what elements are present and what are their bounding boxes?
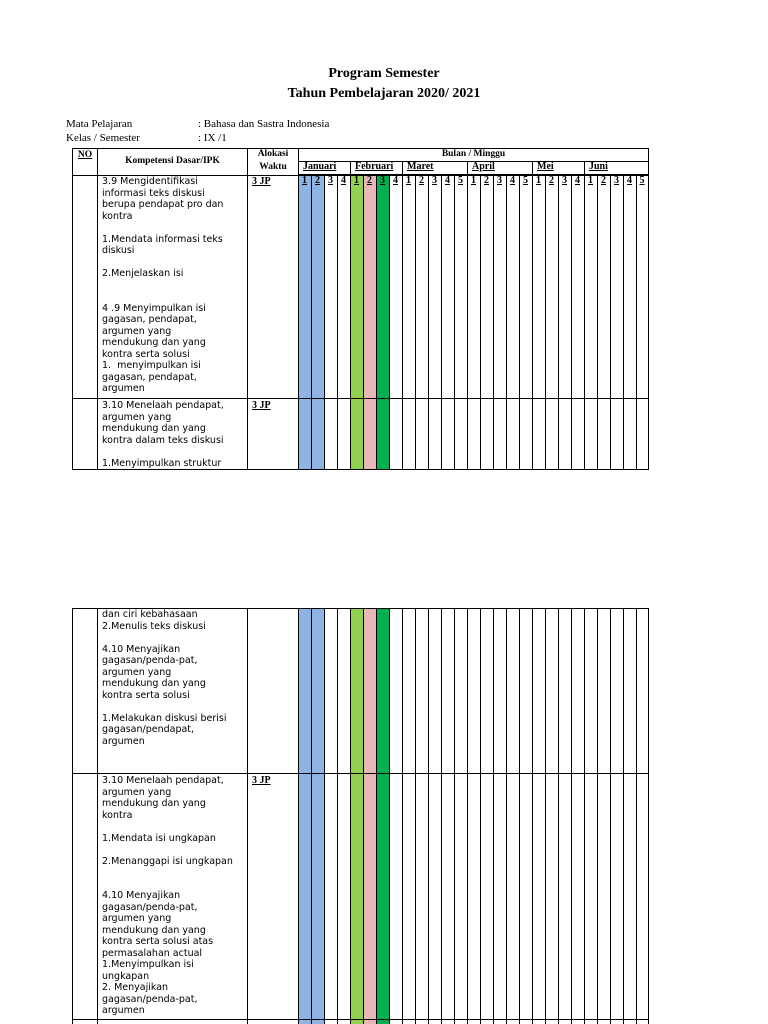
- t1-week-line-23: [610, 175, 611, 470]
- week-number: 2: [367, 175, 372, 186]
- t2-week-line-2: [337, 608, 338, 1024]
- t2-hline-2: [72, 1019, 649, 1020]
- subject-label: Mata Pelajaran: [66, 118, 133, 130]
- t1-week-line-3: [350, 175, 351, 470]
- t1-vline-4: [648, 148, 649, 470]
- t2-week-line-10: [441, 608, 442, 1024]
- row1-kompetensi-text: 3.9 Mengidentifikasi informasi teks diskusi berupa pendapat pro dan kontra 1.Mendata informasi teks diskusi 2.Menjelaskan isi 4 .9 Menyimpulkan isi gagasan, pendapat, argumen yang mendukung dan yang kontra serta solusi 1. menyimpulkan isi gagasan, pendapat, argumen: [102, 176, 224, 394]
- row2-kompetensi-text: 3.10 Menelaah pendapat, argumen yang mendukung dan yang kontra dalam teks diskusi 1.Menyimpulkan struktur: [102, 400, 224, 469]
- t2-week-line-0: [311, 608, 312, 1024]
- t1-hline-5: [72, 469, 649, 470]
- row4-alokasi: 3 JP: [252, 775, 271, 786]
- t2-week-line-19: [558, 608, 559, 1024]
- t2-week-line-18: [545, 608, 546, 1024]
- t1-week-fill-1: [298, 175, 311, 469]
- t2-week-line-16: [519, 608, 520, 1024]
- t2-week-line-6: [389, 608, 390, 1024]
- t2-week-line-11: [454, 608, 455, 1024]
- week-number: 1: [302, 175, 307, 186]
- t2-week-fill-7: [376, 608, 389, 1024]
- week-number: 2: [484, 175, 489, 186]
- t1-week-line-12: [467, 175, 468, 470]
- t1-week-line-10: [441, 175, 442, 470]
- t2-week-line-22: [597, 608, 598, 1024]
- header-alokasi-line1: Alokasi: [257, 149, 289, 159]
- t1-month-sep-3: [532, 161, 533, 175]
- week-number: 2: [419, 175, 424, 186]
- t1-month-sep-2: [467, 161, 468, 175]
- t2-week-line-23: [610, 608, 611, 1024]
- header-alokasi-line2: Waktu: [259, 162, 287, 172]
- document-subtitle: Tahun Pembelajaran 2020/ 2021: [287, 86, 481, 101]
- week-number: 2: [601, 175, 606, 186]
- t2-week-line-20: [571, 608, 572, 1024]
- t1-week-line-11: [454, 175, 455, 470]
- week-number: 3: [380, 175, 385, 186]
- document-title: Program Semester: [328, 66, 440, 81]
- week-number: 5: [523, 175, 528, 186]
- class-value: : IX /1: [198, 132, 227, 144]
- t2-week-line-14: [493, 608, 494, 1024]
- t1-week-line-7: [402, 175, 403, 470]
- t2-week-line-8: [415, 608, 416, 1024]
- week-number: 1: [471, 175, 476, 186]
- t2-vline-4: [648, 608, 649, 1024]
- t2-week-line-24: [623, 608, 624, 1024]
- t1-week-line-6: [389, 175, 390, 470]
- t1-week-line-24: [623, 175, 624, 470]
- t2-week-line-9: [428, 608, 429, 1024]
- week-number: 1: [406, 175, 411, 186]
- month-maret: Maret: [407, 161, 434, 172]
- t1-week-fill-7: [376, 175, 389, 469]
- t1-week-fill-6: [363, 175, 376, 469]
- t1-week-line-8: [415, 175, 416, 470]
- t1-week-line-5: [376, 175, 377, 470]
- week-number: 3: [614, 175, 619, 186]
- month-mei: Mei: [537, 161, 554, 172]
- class-label: Kelas / Semester: [66, 132, 140, 144]
- week-number: 1: [588, 175, 593, 186]
- t1-week-line-2: [337, 175, 338, 470]
- week-number: 1: [354, 175, 359, 186]
- t1-month-sep-0: [350, 161, 351, 175]
- t2-week-line-17: [532, 608, 533, 1024]
- week-number: 3: [328, 175, 333, 186]
- week-number: 3: [432, 175, 437, 186]
- header-bulan-minggu: Bulan / Minggu: [441, 149, 506, 159]
- t1-week-line-15: [506, 175, 507, 470]
- t1-week-fill-2: [311, 175, 324, 469]
- t2-vline-0: [72, 608, 73, 1024]
- t2-week-line-3: [350, 608, 351, 1024]
- t1-week-line-21: [584, 175, 585, 470]
- t1-week-line-13: [480, 175, 481, 470]
- t2-week-fill-5: [350, 608, 363, 1024]
- t2-week-line-25: [636, 608, 637, 1024]
- t1-week-line-16: [519, 175, 520, 470]
- t1-month-sep-1: [402, 161, 403, 175]
- t2-week-fill-1: [298, 608, 311, 1024]
- month-april: April: [472, 161, 495, 172]
- t2-week-line-5: [376, 608, 377, 1024]
- t2-vline-2: [247, 608, 248, 1024]
- t1-week-fill-5: [350, 175, 363, 469]
- week-number: 4: [627, 175, 632, 186]
- t2-vline-3: [298, 608, 299, 1024]
- t1-week-line-20: [571, 175, 572, 470]
- row2-alokasi: 3 JP: [252, 400, 271, 411]
- t1-week-line-25: [636, 175, 637, 470]
- t2-week-line-4: [363, 608, 364, 1024]
- t1-week-line-4: [363, 175, 364, 470]
- t1-week-line-17: [532, 175, 533, 470]
- t2-week-line-13: [480, 608, 481, 1024]
- row3-kompetensi-text: dan ciri kebahasaan 2.Menulis teks diskusi 4.10 Menyajikan gagasan/penda-pat, argumen yang mendukung dan yang kontra serta solusi 1.Melakukan diskusi berisi gagasan/pendapat, argumen: [102, 609, 227, 747]
- header-no: NO: [77, 150, 93, 160]
- month-februari: Februari: [355, 161, 394, 172]
- week-number: 2: [315, 175, 320, 186]
- week-number: 4: [393, 175, 398, 186]
- t1-week-line-14: [493, 175, 494, 470]
- t2-hline-1: [72, 773, 649, 774]
- header-kompetensi: Kompetensi Dasar/IPK: [125, 156, 220, 166]
- week-number: 4: [445, 175, 450, 186]
- t1-week-line-1: [324, 175, 325, 470]
- t1-vline-1: [97, 148, 98, 470]
- t2-week-line-21: [584, 608, 585, 1024]
- t1-hline-4: [72, 398, 649, 399]
- week-number: 2: [549, 175, 554, 186]
- month-januari: Januari: [303, 161, 337, 172]
- t2-week-line-7: [402, 608, 403, 1024]
- week-number: 4: [341, 175, 346, 186]
- t1-week-line-19: [558, 175, 559, 470]
- t1-vline-2: [247, 148, 248, 470]
- month-juni: Juni: [589, 161, 608, 172]
- week-number: 3: [562, 175, 567, 186]
- t2-week-line-1: [324, 608, 325, 1024]
- subject-value: : Bahasa dan Sastra Indonesia: [198, 118, 330, 130]
- week-number: 5: [639, 175, 645, 186]
- t2-week-fill-6: [363, 608, 376, 1024]
- t1-vline-3: [298, 148, 299, 470]
- t1-vline-0: [72, 148, 73, 470]
- t2-vline-1: [97, 608, 98, 1024]
- t1-week-line-22: [597, 175, 598, 470]
- row1-alokasi: 3 JP: [252, 176, 271, 187]
- week-number: 5: [458, 175, 463, 186]
- week-number: 4: [575, 175, 580, 186]
- week-number: 1: [536, 175, 541, 186]
- week-number: 3: [497, 175, 502, 186]
- row4-kompetensi-text: 3.10 Menelaah pendapat, argumen yang mendukung dan yang kontra 1.Mendata isi ungkapan 2.Menanggapi isi ungkapan 4.10 Menyajikan gagasan/penda-pat, argumen yang mendukung dan yang kontra serta solusi atas permasalahan actual 1.Menyimpulkan isi ungkapan 2. Menyajikan gagasan/penda-pat, argumen: [102, 775, 233, 1016]
- t2-week-fill-2: [311, 608, 324, 1024]
- t1-week-line-0: [311, 175, 312, 470]
- t2-week-line-12: [467, 608, 468, 1024]
- week-number: 4: [510, 175, 515, 186]
- t2-week-line-15: [506, 608, 507, 1024]
- t1-week-line-18: [545, 175, 546, 470]
- t1-month-sep-4: [584, 161, 585, 175]
- t1-week-line-9: [428, 175, 429, 470]
